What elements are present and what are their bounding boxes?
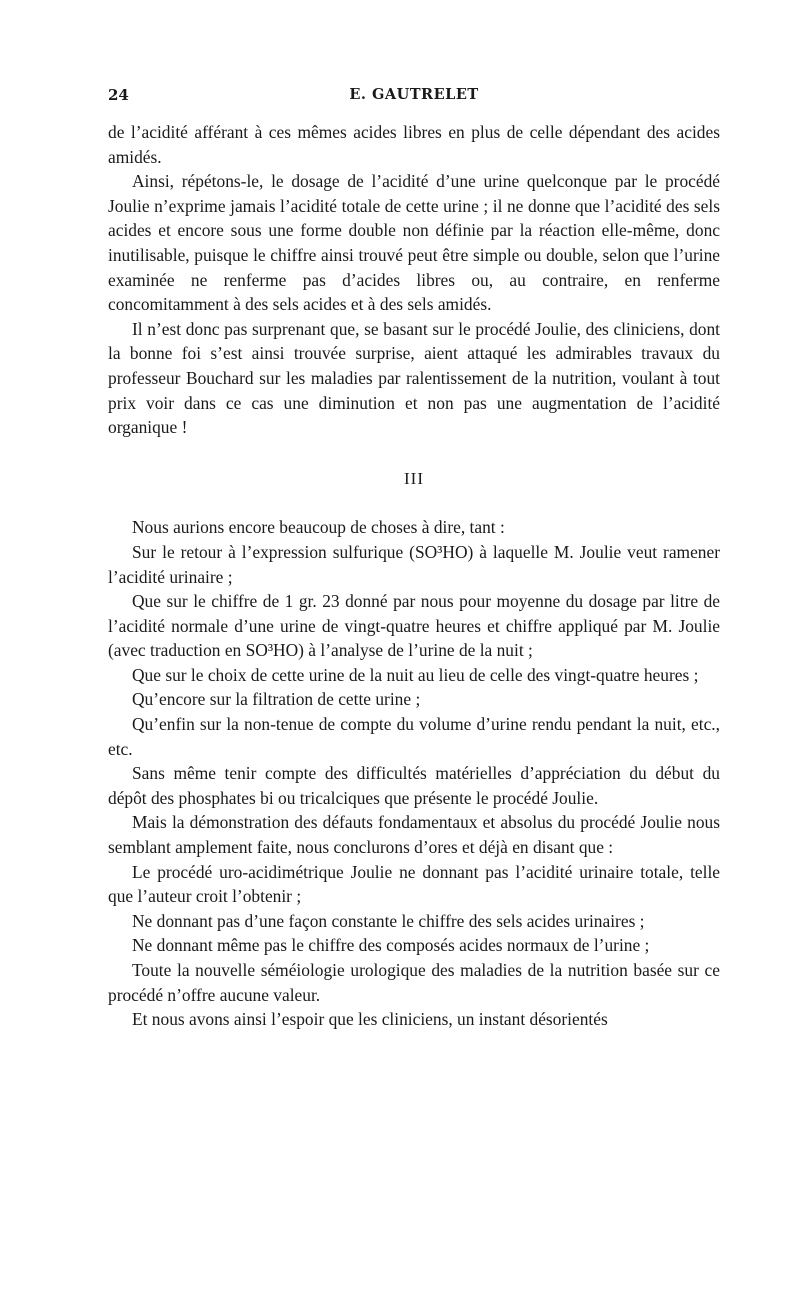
paragraph-12: Le procédé uro-acidimétrique Joulie ne donnant pas l’acidité urinaire totale, telle que l’auteur croit l’obtenir ; <box>108 861 720 907</box>
paragraph-15: Toute la nouvelle séméiologie urologique des maladies de la nutrition basée sur ce procédé n’offre aucune valeur. <box>108 960 720 1005</box>
paragraph-9: Qu’enfin sur la non-tenue de compte du volume d’urine rendu pendant la nuit, etc., etc. <box>108 714 720 759</box>
paragraph-16: Et nous avons ainsi l’espoir que les cliniciens, un instant désorientés <box>132 1009 608 1030</box>
paragraph-5: Sur le retour à l’expression sulfurique (SO³HO) à laquelle M. Joulie veut ramener l’acidité urinaire ; <box>108 541 720 587</box>
paragraph-7: Que sur le choix de cette urine de la nuit au lieu de celle des vingt-quatre heures ; <box>132 664 699 685</box>
paragraph-14: Ne donnant même pas le chiffre des composés acides normaux de l’urine ; <box>132 935 650 956</box>
paragraph-10: Sans même tenir compte des difficultés matérielles d’appréciation du début du dépôt des phosphates bi ou tricalciques que présente le procédé Joulie. <box>108 763 720 808</box>
body-text <box>108 120 720 1032</box>
paragraph-1: de l’acidité afférant à ces mêmes acides libres en plus de celle dépendant des acides amidés. <box>108 122 720 167</box>
page-number: 24 <box>108 86 129 104</box>
paragraph-6: Que sur le chiffre de 1 gr. 23 donné par nous pour moyenne du dosage par litre de l’acidité normale d’une urine de vingt-quatre heures et chiffre appliqué par M. Joulie (avec traduction en SO³HO) à l’analyse de l’urine de la nuit ; <box>108 591 720 661</box>
paragraph-8: Qu’encore sur la filtration de cette urine ; <box>132 689 421 710</box>
paragraph-2: Ainsi, répétons-le, le dosage de l’acidité d’une urine quelconque par le procédé Joulie n’exprime jamais l’acidité totale de cette urine ; il ne donne que l’acidité des sels acides et encore sous une forme double non définie par la réaction elle-même, donc inutilisable, puisque le chiffre ainsi trouvé peut être simple ou double, selon que l’urine examinée ne renferme pas d’acides libres ou, au contraire, en renferme concomitamment à des sels acides et à des sels amidés. <box>108 171 720 315</box>
paragraph-11: Mais la démonstration des défauts fondamentaux et absolus du procédé Joulie nous semblant amplement faite, nous conclurons d’ores et déjà en disant que : <box>108 812 720 858</box>
paragraph-13: Ne donnant pas d’une façon constante le chiffre des sels acides urinaires ; <box>132 910 645 931</box>
section-heading: III <box>404 468 424 488</box>
paragraph-3: Il n’est donc pas surprenant que, se basant sur le procédé Joulie, des cliniciens, dont la bonne foi s’est ainsi trouvée surprise, aient attaqué les admirables travaux du professeur Bouchard sur les maladies par ralentissement de la nutrition, voulant à tout prix voir dans ce cas une diminution et non pas une augmentation de l’acidité organique ! <box>108 318 720 438</box>
paragraph-4: Nous aurions encore beaucoup de choses à dire, tant : <box>132 517 505 538</box>
page-header <box>108 86 720 110</box>
running-title: E. GAUTRELET <box>349 86 479 103</box>
